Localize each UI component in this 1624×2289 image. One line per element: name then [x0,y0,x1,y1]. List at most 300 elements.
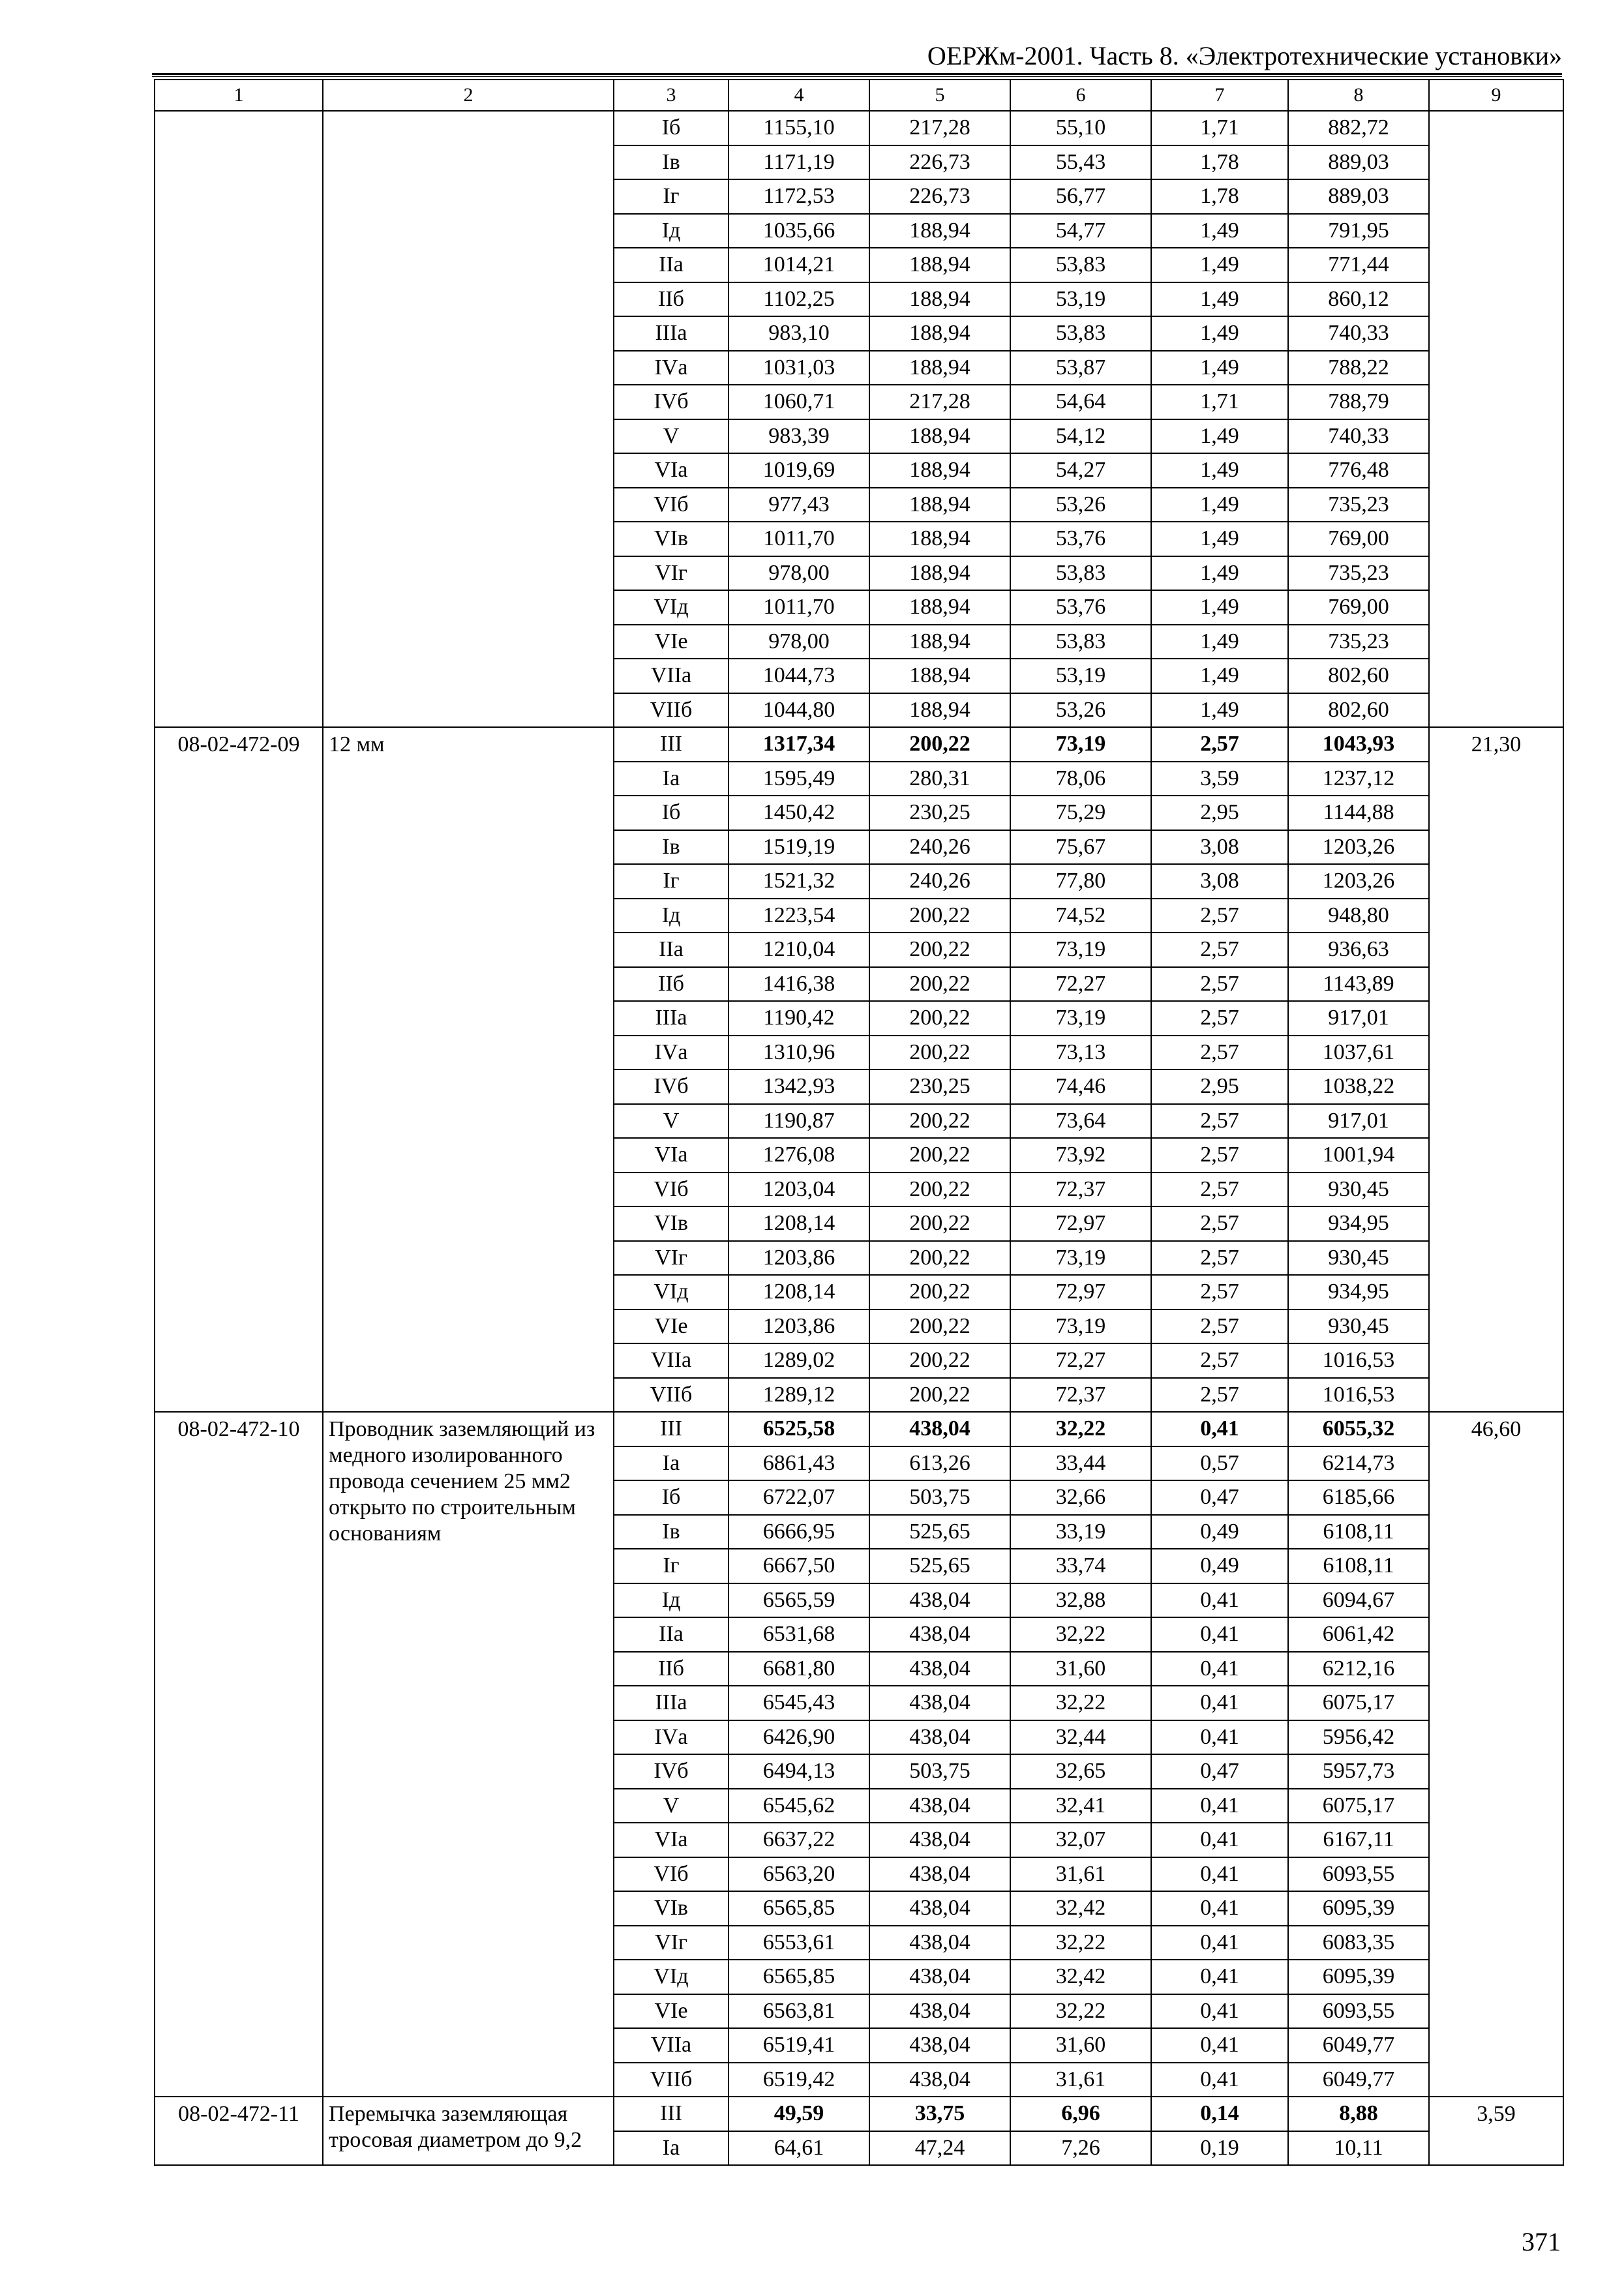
value-cell-6: 32,42 [1010,1960,1151,1994]
zone-cell: Iв [614,830,729,865]
value-cell-4: 1276,08 [729,1138,869,1173]
column-number: 3 [614,80,729,111]
value-cell-7: 2,57 [1151,1173,1288,1207]
value-cell-6: 54,77 [1010,214,1151,248]
value-cell-5: 188,94 [869,453,1010,488]
item-code: 08-02-472-10 [155,1412,323,2097]
value-cell-5: 200,22 [869,1309,1010,1344]
value-cell-4: 1416,38 [729,967,869,1002]
value-cell-8: 889,03 [1288,145,1429,180]
column-number: 4 [729,80,869,111]
zone-cell: IVа [614,351,729,385]
zone-cell: VIIб [614,693,729,728]
value-cell-6: 72,97 [1010,1275,1151,1309]
value-cell-4: 6494,13 [729,1754,869,1789]
zone-cell: Iд [614,899,729,933]
zone-cell: VIб [614,1857,729,1892]
value-cell-4: 6722,07 [729,1480,869,1515]
value-cell-4: 1519,19 [729,830,869,865]
value-cell-5: 280,31 [869,762,1010,796]
value-cell-4: 1019,69 [729,453,869,488]
value-cell-5: 438,04 [869,1960,1010,1994]
value-cell-8: 6049,77 [1288,2028,1429,2063]
value-cell-6: 32,66 [1010,1480,1151,1515]
value-cell-8: 6075,17 [1288,1789,1429,1823]
value-cell-5: 188,94 [869,556,1010,591]
zone-cell: IIIа [614,316,729,351]
value-cell-4: 1595,49 [729,762,869,796]
value-cell-4: 1310,96 [729,1036,869,1070]
value-cell-6: 74,46 [1010,1070,1151,1104]
zone-cell: VIб [614,488,729,522]
value-cell-7: 0,41 [1151,2028,1288,2063]
value-cell-4: 6565,85 [729,1960,869,1994]
value-cell-7: 2,57 [1151,1036,1288,1070]
value-cell-8: 8,88 [1288,2097,1429,2131]
zone-cell: IIIа [614,1001,729,1036]
value-cell-5: 438,04 [869,1617,1010,1652]
value-cell-6: 33,44 [1010,1446,1151,1481]
value-cell-7: 0,41 [1151,1891,1288,1926]
value-cell-8: 6093,55 [1288,1857,1429,1892]
value-cell-6: 53,26 [1010,488,1151,522]
value-cell-6: 32,65 [1010,1754,1151,1789]
value-cell-5: 200,22 [869,1343,1010,1378]
value-cell-5: 438,04 [869,1652,1010,1686]
value-cell-6: 32,44 [1010,1720,1151,1755]
value-cell-7: 1,49 [1151,453,1288,488]
value-cell-5: 438,04 [869,2063,1010,2097]
zone-cell: Iб [614,111,729,145]
value-cell-8: 860,12 [1288,282,1429,317]
zone-cell: IIб [614,1652,729,1686]
value-cell-8: 6108,11 [1288,1515,1429,1549]
value-cell-8: 6214,73 [1288,1446,1429,1481]
value-cell-7: 0,41 [1151,1652,1288,1686]
column-9-value [1429,111,1563,727]
value-cell-8: 6075,17 [1288,1686,1429,1720]
item-name: 12 мм [323,727,614,1412]
value-cell-6: 31,60 [1010,1652,1151,1686]
zone-cell: V [614,419,729,454]
value-cell-6: 73,13 [1010,1036,1151,1070]
value-cell-5: 200,22 [869,1378,1010,1413]
zone-cell: Iв [614,1515,729,1549]
value-cell-4: 6525,58 [729,1412,869,1446]
value-cell-6: 54,27 [1010,453,1151,488]
value-cell-6: 53,83 [1010,248,1151,282]
zone-cell: III [614,1412,729,1446]
value-cell-8: 1203,26 [1288,864,1429,899]
zone-cell: IVб [614,385,729,419]
value-cell-6: 32,41 [1010,1789,1151,1823]
value-cell-7: 2,95 [1151,796,1288,830]
value-cell-6: 73,64 [1010,1104,1151,1139]
zone-cell: IVб [614,1754,729,1789]
value-cell-8: 791,95 [1288,214,1429,248]
value-cell-7: 2,57 [1151,967,1288,1002]
zone-cell: VIIа [614,1343,729,1378]
value-cell-6: 73,19 [1010,727,1151,762]
value-cell-6: 78,06 [1010,762,1151,796]
value-cell-5: 240,26 [869,864,1010,899]
item-code [155,111,323,727]
value-cell-8: 1001,94 [1288,1138,1429,1173]
column-number: 5 [869,80,1010,111]
value-cell-8: 5957,73 [1288,1754,1429,1789]
value-cell-8: 948,80 [1288,899,1429,933]
zone-cell: Iа [614,762,729,796]
value-cell-8: 740,33 [1288,419,1429,454]
zone-cell: IIб [614,967,729,1002]
value-cell-6: 6,96 [1010,2097,1151,2131]
value-cell-8: 1037,61 [1288,1036,1429,1070]
value-cell-6: 53,76 [1010,522,1151,556]
value-cell-8: 6055,32 [1288,1412,1429,1446]
value-cell-4: 1035,66 [729,214,869,248]
value-cell-8: 934,95 [1288,1206,1429,1241]
value-cell-7: 0,41 [1151,1926,1288,1960]
item-code: 08-02-472-09 [155,727,323,1412]
value-cell-5: 33,75 [869,2097,1010,2131]
zone-cell: VIIа [614,659,729,693]
value-cell-8: 917,01 [1288,1104,1429,1139]
zone-cell: Iв [614,145,729,180]
value-cell-8: 5956,42 [1288,1720,1429,1755]
value-cell-4: 6637,22 [729,1823,869,1857]
value-cell-6: 72,37 [1010,1378,1151,1413]
value-cell-8: 788,22 [1288,351,1429,385]
value-cell-5: 438,04 [869,1891,1010,1926]
zone-cell: VIд [614,590,729,625]
zone-cell: III [614,727,729,762]
value-cell-6: 32,22 [1010,1926,1151,1960]
value-cell-5: 226,73 [869,179,1010,214]
table-row [155,727,1563,762]
value-cell-7: 0,47 [1151,1754,1288,1789]
value-cell-4: 64,61 [729,2131,869,2166]
value-cell-7: 0,49 [1151,1515,1288,1549]
value-cell-4: 1014,21 [729,248,869,282]
value-cell-8: 930,45 [1288,1173,1429,1207]
value-cell-5: 230,25 [869,796,1010,830]
zone-cell: IIа [614,1617,729,1652]
value-cell-4: 6426,90 [729,1720,869,1755]
value-cell-8: 1237,12 [1288,762,1429,796]
zone-cell: VIIб [614,2063,729,2097]
value-cell-6: 53,19 [1010,659,1151,693]
value-cell-4: 6545,43 [729,1686,869,1720]
value-cell-7: 0,41 [1151,2063,1288,2097]
value-cell-7: 3,08 [1151,864,1288,899]
value-cell-6: 32,42 [1010,1891,1151,1926]
value-cell-8: 769,00 [1288,590,1429,625]
value-cell-8: 1144,88 [1288,796,1429,830]
value-cell-5: 438,04 [869,1926,1010,1960]
value-cell-6: 32,22 [1010,1686,1151,1720]
value-cell-4: 978,00 [729,556,869,591]
value-cell-6: 32,22 [1010,1412,1151,1446]
value-cell-7: 0,57 [1151,1446,1288,1481]
zone-cell: Iб [614,796,729,830]
value-cell-5: 188,94 [869,351,1010,385]
value-cell-6: 53,87 [1010,351,1151,385]
value-cell-5: 47,24 [869,2131,1010,2166]
value-cell-7: 0,41 [1151,1412,1288,1446]
value-cell-4: 6667,50 [729,1549,869,1583]
value-cell-4: 6553,61 [729,1926,869,1960]
value-cell-5: 200,22 [869,1001,1010,1036]
value-cell-7: 1,49 [1151,316,1288,351]
value-cell-7: 1,49 [1151,522,1288,556]
column-number: 6 [1010,80,1151,111]
zone-cell: IVа [614,1720,729,1755]
value-cell-5: 438,04 [869,1994,1010,2029]
value-cell-7: 2,57 [1151,1309,1288,1344]
column-number: 1 [155,80,323,111]
value-cell-4: 1342,93 [729,1070,869,1104]
zone-cell: Iб [614,1480,729,1515]
value-cell-5: 188,94 [869,419,1010,454]
value-cell-5: 200,22 [869,1206,1010,1241]
value-cell-8: 10,11 [1288,2131,1429,2166]
value-cell-5: 438,04 [869,1789,1010,1823]
column-number: 2 [323,80,614,111]
value-cell-7: 0,41 [1151,1789,1288,1823]
value-cell-4: 1011,70 [729,590,869,625]
value-cell-6: 72,27 [1010,967,1151,1002]
value-cell-5: 188,94 [869,590,1010,625]
value-cell-8: 6094,67 [1288,1583,1429,1618]
value-cell-7: 1,49 [1151,351,1288,385]
value-cell-5: 525,65 [869,1549,1010,1583]
value-cell-7: 1,49 [1151,419,1288,454]
value-cell-7: 2,95 [1151,1070,1288,1104]
value-cell-5: 188,94 [869,282,1010,317]
table-row [155,2097,1563,2131]
value-cell-8: 889,03 [1288,179,1429,214]
value-cell-4: 978,00 [729,625,869,659]
value-cell-7: 3,59 [1151,762,1288,796]
value-cell-8: 882,72 [1288,111,1429,145]
value-cell-8: 6212,16 [1288,1652,1429,1686]
value-cell-5: 200,22 [869,1173,1010,1207]
value-cell-6: 33,19 [1010,1515,1151,1549]
value-cell-4: 1102,25 [729,282,869,317]
zone-cell: VIг [614,1926,729,1960]
item-name [323,111,614,727]
value-cell-6: 53,26 [1010,693,1151,728]
value-cell-5: 226,73 [869,145,1010,180]
zone-cell: VIв [614,522,729,556]
zone-cell: VIа [614,1138,729,1173]
zone-cell: VIг [614,1241,729,1276]
value-cell-4: 6531,68 [729,1617,869,1652]
value-cell-6: 56,77 [1010,179,1151,214]
value-cell-8: 735,23 [1288,488,1429,522]
value-cell-7: 0,41 [1151,1857,1288,1892]
value-cell-8: 735,23 [1288,556,1429,591]
value-cell-6: 72,97 [1010,1206,1151,1241]
value-cell-6: 73,19 [1010,1241,1151,1276]
value-cell-6: 54,12 [1010,419,1151,454]
value-cell-6: 53,76 [1010,590,1151,625]
zone-cell: VIе [614,1309,729,1344]
item-code: 08-02-472-11 [155,2097,323,2165]
value-cell-5: 503,75 [869,1480,1010,1515]
value-cell-6: 55,10 [1010,111,1151,145]
zone-cell: VIг [614,556,729,591]
value-cell-8: 6108,11 [1288,1549,1429,1583]
value-cell-5: 188,94 [869,693,1010,728]
value-cell-4: 1155,10 [729,111,869,145]
value-cell-5: 188,94 [869,214,1010,248]
value-cell-8: 6167,11 [1288,1823,1429,1857]
value-cell-5: 217,28 [869,385,1010,419]
value-cell-5: 438,04 [869,1412,1010,1446]
value-cell-7: 0,41 [1151,1720,1288,1755]
value-cell-4: 6563,81 [729,1994,869,2029]
value-cell-8: 6061,42 [1288,1617,1429,1652]
value-cell-4: 1210,04 [729,933,869,967]
value-cell-4: 1289,12 [729,1378,869,1413]
value-cell-8: 6095,39 [1288,1960,1429,1994]
zone-cell: VIв [614,1206,729,1241]
value-cell-8: 735,23 [1288,625,1429,659]
value-cell-7: 2,57 [1151,1001,1288,1036]
value-cell-4: 983,39 [729,419,869,454]
zone-cell: IVб [614,1070,729,1104]
value-cell-5: 200,22 [869,727,1010,762]
value-cell-7: 2,57 [1151,727,1288,762]
table-row [155,1412,1563,1446]
value-cell-8: 6049,77 [1288,2063,1429,2097]
item-name: Проводник заземляющий из медного изолированного провода сечением 25 мм2 открыто по строительным основаниям [323,1412,614,2097]
value-cell-8: 930,45 [1288,1241,1429,1276]
zone-cell: VIд [614,1960,729,1994]
value-cell-7: 1,49 [1151,659,1288,693]
value-cell-4: 1203,04 [729,1173,869,1207]
value-cell-7: 1,78 [1151,179,1288,214]
value-cell-4: 49,59 [729,2097,869,2131]
value-cell-4: 6861,43 [729,1446,869,1481]
value-cell-7: 0,41 [1151,1960,1288,1994]
column-9-value: 3,59 [1429,2097,1563,2165]
value-cell-4: 1060,71 [729,385,869,419]
value-cell-4: 1223,54 [729,899,869,933]
value-cell-8: 771,44 [1288,248,1429,282]
value-cell-7: 0,47 [1151,1480,1288,1515]
value-cell-7: 2,57 [1151,1138,1288,1173]
value-cell-7: 2,57 [1151,899,1288,933]
value-cell-7: 1,49 [1151,248,1288,282]
value-cell-6: 32,07 [1010,1823,1151,1857]
value-cell-7: 1,49 [1151,625,1288,659]
value-cell-8: 1043,93 [1288,727,1429,762]
zone-cell: Iг [614,179,729,214]
value-cell-8: 917,01 [1288,1001,1429,1036]
value-cell-7: 1,49 [1151,556,1288,591]
value-cell-7: 1,71 [1151,111,1288,145]
value-cell-6: 31,61 [1010,2063,1151,2097]
zone-cell: Iд [614,1583,729,1618]
value-cell-4: 1289,02 [729,1343,869,1378]
value-cell-7: 2,57 [1151,1343,1288,1378]
value-cell-7: 0,49 [1151,1549,1288,1583]
value-cell-7: 0,19 [1151,2131,1288,2166]
zone-cell: IIIа [614,1686,729,1720]
zone-cell: III [614,2097,729,2131]
value-cell-6: 32,88 [1010,1583,1151,1618]
value-cell-7: 1,78 [1151,145,1288,180]
value-cell-4: 6519,42 [729,2063,869,2097]
value-cell-6: 75,29 [1010,796,1151,830]
value-cell-6: 31,60 [1010,2028,1151,2063]
value-cell-5: 217,28 [869,111,1010,145]
zone-cell: VIд [614,1275,729,1309]
value-cell-4: 983,10 [729,316,869,351]
value-cell-7: 1,49 [1151,590,1288,625]
zone-cell: VIе [614,1994,729,2029]
value-cell-4: 1208,14 [729,1275,869,1309]
value-cell-6: 54,64 [1010,385,1151,419]
value-cell-4: 6681,80 [729,1652,869,1686]
zone-cell: VIIа [614,2028,729,2063]
value-cell-5: 188,94 [869,625,1010,659]
running-header: ОЕРЖм-2001. Часть 8. «Электротехнические установки» [927,41,1562,70]
value-cell-5: 438,04 [869,1857,1010,1892]
value-cell-6: 72,37 [1010,1173,1151,1207]
value-cell-6: 53,83 [1010,556,1151,591]
value-cell-7: 1,49 [1151,488,1288,522]
zone-cell: VIIб [614,1378,729,1413]
value-cell-8: 802,60 [1288,659,1429,693]
value-cell-4: 1172,53 [729,179,869,214]
value-cell-5: 200,22 [869,899,1010,933]
value-cell-6: 31,61 [1010,1857,1151,1892]
price-table [154,79,1564,2166]
value-cell-8: 776,48 [1288,453,1429,488]
value-cell-8: 740,33 [1288,316,1429,351]
zone-cell: Iа [614,1446,729,1481]
value-cell-6: 72,27 [1010,1343,1151,1378]
value-cell-5: 240,26 [869,830,1010,865]
value-cell-8: 6083,35 [1288,1926,1429,1960]
value-cell-5: 230,25 [869,1070,1010,1104]
value-cell-7: 1,49 [1151,214,1288,248]
value-cell-4: 1190,87 [729,1104,869,1139]
item-name: Перемычка заземляющая тросовая диаметром до 9,2 [323,2097,614,2165]
page-number: 371 [1522,2227,1561,2256]
value-cell-4: 1521,32 [729,864,869,899]
value-cell-5: 438,04 [869,1686,1010,1720]
value-cell-8: 1038,22 [1288,1070,1429,1104]
value-cell-5: 438,04 [869,1720,1010,1755]
value-cell-7: 0,41 [1151,1617,1288,1652]
zone-cell: VIб [614,1173,729,1207]
value-cell-4: 1190,42 [729,1001,869,1036]
value-cell-7: 3,08 [1151,830,1288,865]
zone-cell: Iг [614,864,729,899]
value-cell-6: 32,22 [1010,1617,1151,1652]
zone-cell: V [614,1789,729,1823]
value-cell-6: 75,67 [1010,830,1151,865]
value-cell-5: 438,04 [869,1823,1010,1857]
value-cell-4: 977,43 [729,488,869,522]
value-cell-4: 1011,70 [729,522,869,556]
value-cell-5: 188,94 [869,659,1010,693]
value-cell-4: 1450,42 [729,796,869,830]
